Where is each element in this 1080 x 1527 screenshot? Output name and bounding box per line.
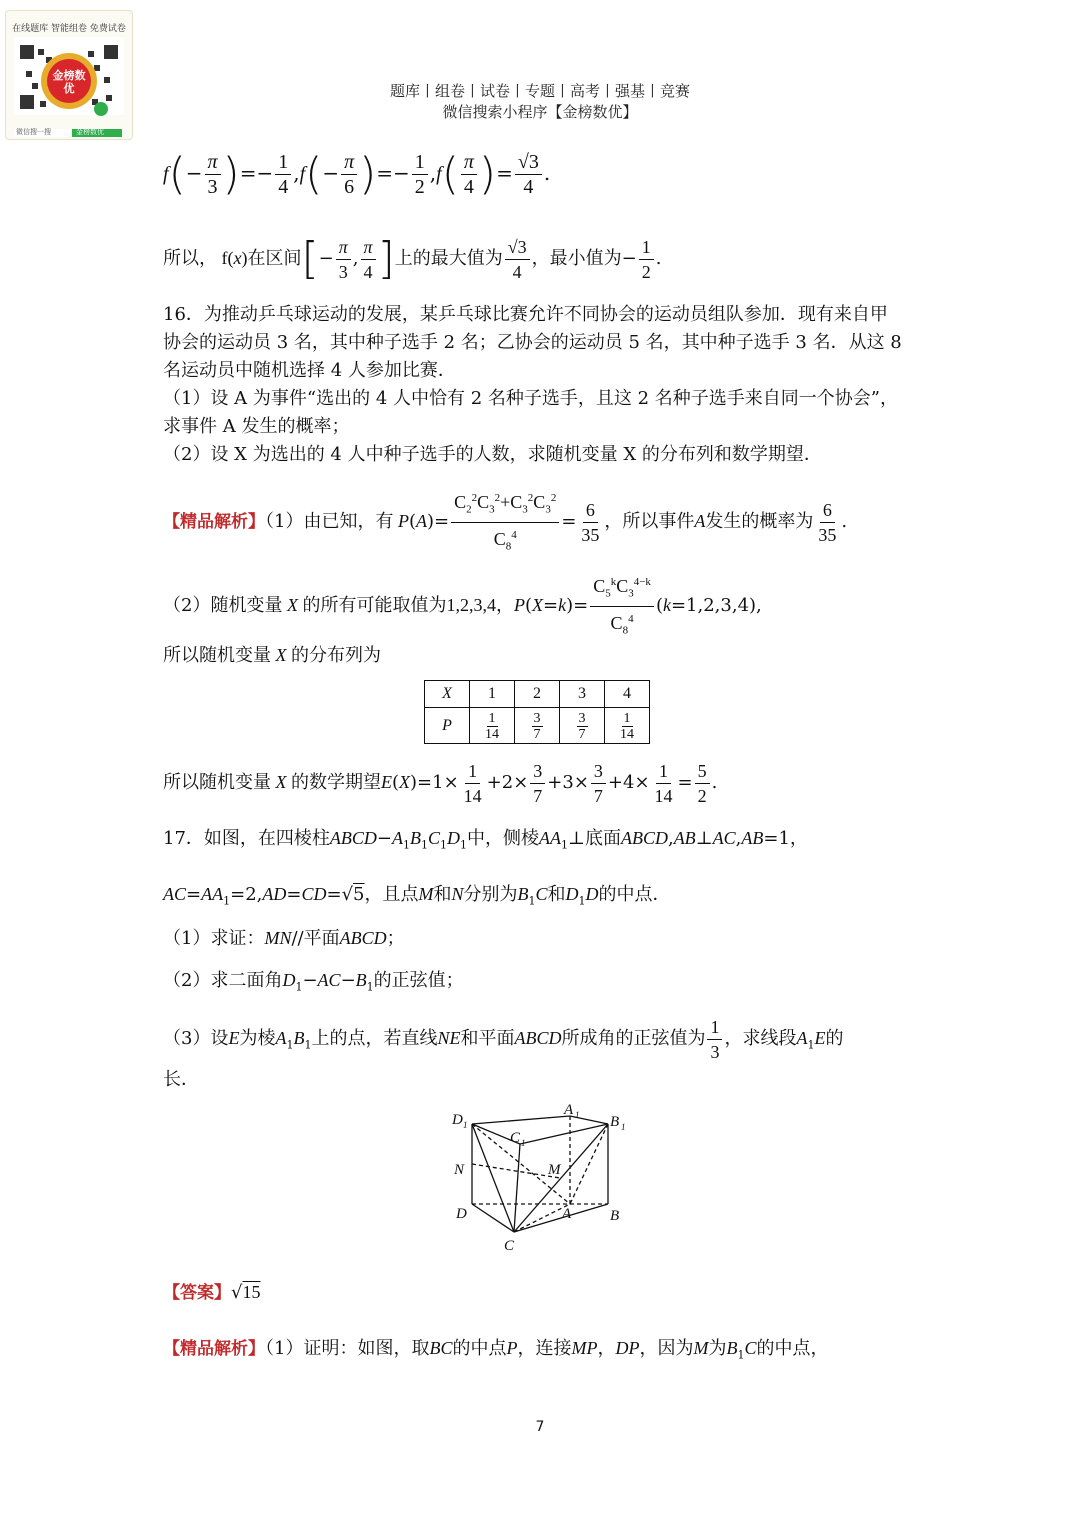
q16-line2: 协会的运动员 3 名，其中种子选手 2 名；乙协会的运动员 5 名，其中种子选手 3 名．从这 8 [163,332,902,353]
q17-line5: （3）设E为棱$A_1B_1$上的点，若直线NE和平面ABCD所成角的正弦值为 $\frac{1}{3}$ ，求线段$A_1E$的 [163,1016,844,1062]
svg-text:1: 1 [463,1120,468,1130]
svg-text:D: D [456,1206,467,1222]
distribution-table [424,680,650,744]
svg-text:D: D [452,1112,463,1128]
table-cell: X [425,681,470,708]
q16-line5: 求事件 A 发生的概率； [163,416,350,437]
q16-line3: 名运动员中随机选择 4 人参加比赛． [163,360,456,381]
table-row [425,681,650,708]
q16-line6: （2）设 X 为选出的 4 人中种子选手的人数，求随机变量 X 的分布列和数学期望． [163,444,822,465]
q17-line3: （1）求证：MN//平面ABCD； [163,928,405,949]
solution-tag: 【精品解析】 [163,512,265,533]
answer-value: 15 [242,1282,261,1302]
solution-tag: 【精品解析】 [163,1339,265,1359]
logo-footer-right: 金榜数优 [76,128,104,136]
q17-line4: （2）求二面角$D_1-AC-B_1$的正弦值； [163,970,464,994]
svg-text:A: A [564,1102,574,1118]
table-cell: $\frac{1}{14}$ [470,708,515,744]
table-cell: $\frac{3}{7}$ [560,708,605,744]
sol16-line1: 【精品解析】（1）由已知，有 P(A)= $\frac{C_2^2C_3^2+C_3^2C_3^2}{C_8^4}$ = $\frac{6}{35}$ ，所以事件A发生的概率为 $\frac{6}{35}$ . [163,486,940,542]
q16-line1: 16．为推动乒乓球运动的发展，某乒乓球比赛允许不同协会的运动员组队参加．现有来自甲 [163,304,888,325]
sol16-line2: （2）随机变量 X 的所有可能取值为1,2,3,4，P(X=k)= $\frac{C_5^kC_3^{4-k}}{C_8^4}$ (k=1,2,3,4), [163,570,940,626]
table-cell: 3 [560,681,605,708]
logo-footer-left: 微信搜一搜 [16,128,51,136]
logo-center-text: 金榜数优 [52,69,86,95]
svg-text:A: A [562,1206,572,1222]
q17-line6: 长． [163,1069,199,1090]
prism-figure [448,1100,638,1260]
sol16-expectation: 所以随机变量 X 的数学期望E(X)=1× $\frac{1}{14}$ +2× $\frac{3}{7}$ +3× $\frac{3}{7}$ +4× $\frac{1}{14}$ = $\frac{5}{2}$ . [163,760,718,806]
svg-text:B: B [610,1208,620,1224]
svg-text:B: B [610,1114,620,1130]
table-cell: 1 [470,681,515,708]
svg-text:1: 1 [575,1110,580,1120]
svg-text:1: 1 [621,1122,626,1132]
svg-text:1: 1 [521,1138,526,1148]
sol17-line1: 【精品解析】（1）证明：如图，取BC的中点P，连接MP，DP，因为M为$B_1C$的中点， [163,1338,829,1362]
table-cell: 2 [515,681,560,708]
table-cell: $\frac{1}{14}$ [605,708,650,744]
header-nav: 题库丨组卷丨试卷丨专题丨高考丨强基丨竞赛 [389,82,690,100]
table-row [425,708,650,744]
q17-line1: 17．如图，在四棱柱$ABCD-A_1B_1C_1D_1$中，侧棱$AA_1\perp$底面ABCD,AB⊥AC,AB=1， [163,828,808,852]
formula-f-values: f(− $\frac{\pi}{3}$ )=− $\frac{1}{4}$ ,f(− $\frac{\pi}{6}$ )=− $\frac{1}{2}$ ,f( $\frac{\pi}{4}$ )= $\frac{√3}{4}$ . [163,148,551,200]
logo-arc-text: 在线题库 智能组卷 免费试卷 [12,24,126,34]
svg-text:M: M [548,1162,561,1178]
answer-tag: 【答案】 [163,1283,231,1303]
sol15-conclusion: 所以， f(x)在区间[− $\frac{\pi}{3}$ , $\frac{\pi}{4}$ ]上的最大值为 $\frac{√3}{4}$ ，最小值为− $\frac{1}{2}$ . [163,233,662,284]
q17-line2: $AC=AA_1=2,AD=CD=√5$，且点M和N分别为$B_1C$和$D_1D$的中点． [163,884,671,908]
header-sub: 微信搜索小程序【金榜数优】 [442,103,638,121]
prism-diagram-icon [448,1100,638,1260]
svg-text:C: C [504,1238,515,1254]
page-number: 7 [535,1419,545,1435]
sol16-line3: 所以随机变量 X 的分布列为 [163,645,381,666]
table-cell: $\frac{3}{7}$ [515,708,560,744]
answer-line: 【答案】√15 [163,1282,261,1303]
q16-line4: （1）设 A 为事件“选出的 4 人中恰有 2 名种子选手，且这 2 名种子选手来自同一个协会”， [163,388,898,409]
table-cell: P [425,708,470,744]
table-cell: 4 [605,681,650,708]
svg-text:N: N [454,1162,465,1178]
svg-text:C: C [510,1130,521,1146]
